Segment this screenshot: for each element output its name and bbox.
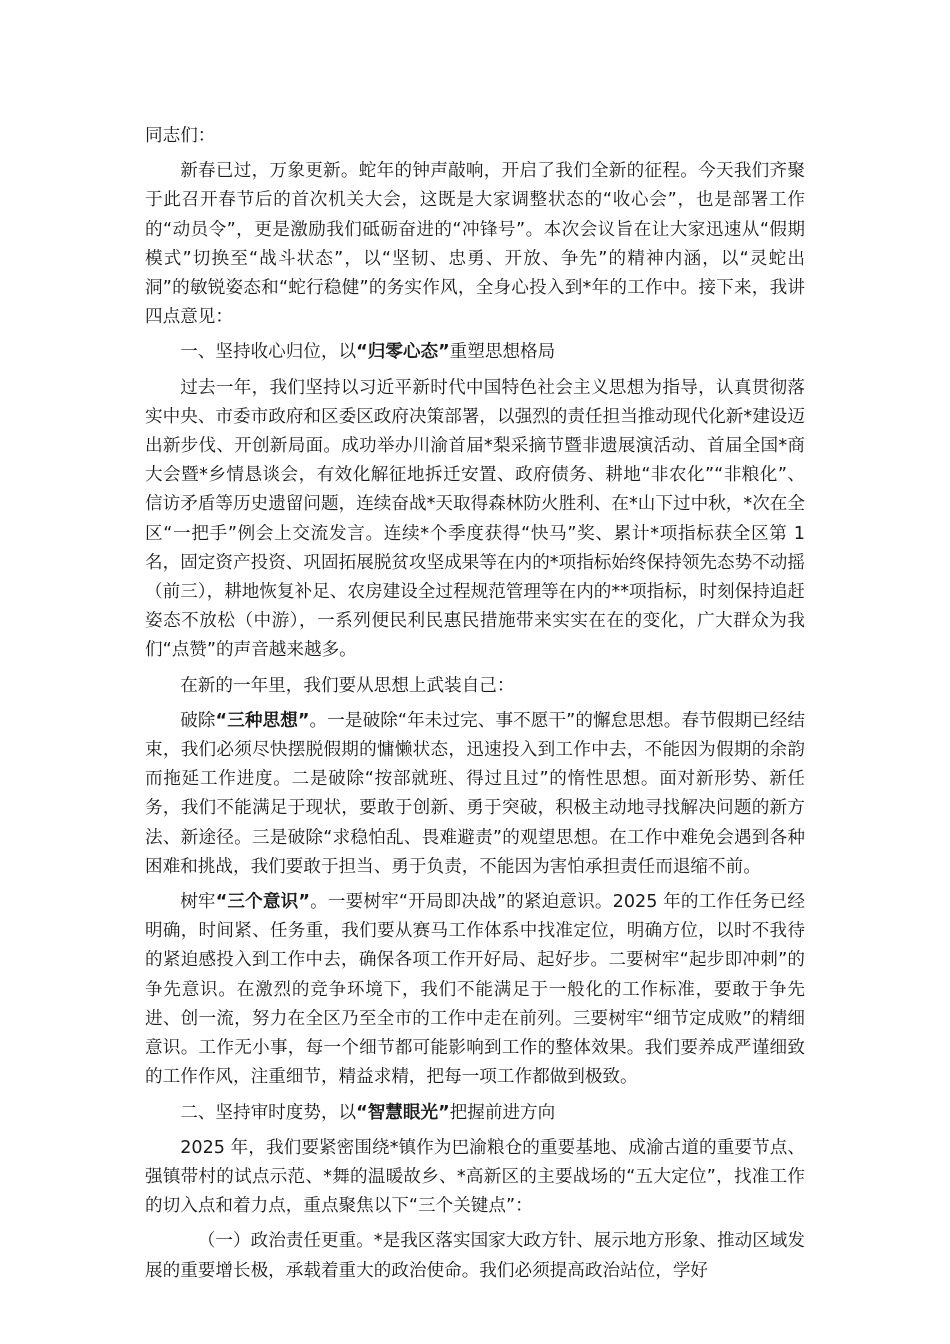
opening-paragraph: 新春已过，万象更新。蛇年的钟声敲响，开启了我们全新的征程。今天我们齐聚于此召开春节后的首次机关大会，这既是大家调整状态的“收心会”，也是部署工作的“动员令”，更是激励我们砥砺奋进的“冲锋号”。本次会议旨在让大家迅速从“假期模式”切换至“战斗状态”，以“坚韧、忠勇、开放、争先”的精神内涵，以“灵蛇出洞”的敏锐姿态和“蛇行稳健”的务实作风，全身心投入到*年的工作中。接下来，我讲四点意见： — [145, 161, 805, 328]
three-thoughts-lead-prefix: 破除 — [180, 710, 216, 731]
three-awareness-text: 一要树牢“开局即决战”的紧迫意识。2025 年的工作任务已经明确，时间紧、任务重，我们要从赛马工作体系中找准定位，明确方位，以时不我待的紧迫感投入到工作中去，确保各项工作开好局、起好步。二要树牢“起步即冲刺”的争先意识。在激烈的竞争环境下，我们不能满足于一般化的工作标准，要敢于争先进、创一流，努力在全区乃至全市的工作中走在前列。三要树牢“细节定成败”的精细意识。工作无小事，每一个细节都可能影响到工作的整体效果。我们要养成严谨细致的工作作风，注重细节，精益求精，把每一项工作都做到极致。 — [145, 892, 805, 1088]
section-heading-1 — [145, 338, 805, 367]
three-awareness-lead-suffix: 。 — [309, 892, 328, 913]
three-awareness-paragraph — [145, 888, 805, 1092]
section-heading-2-suffix: 把握前进方向 — [449, 1102, 556, 1123]
section-heading-2 — [145, 1099, 805, 1128]
three-thoughts-lead-suffix: 。 — [309, 710, 328, 731]
section-heading-1-emphasis: “归零心态” — [356, 342, 450, 363]
section-heading-1-prefix: 一、坚持收心归位，以 — [180, 342, 357, 363]
three-thoughts-text: 一是破除“年未过完、事不愿干”的懈怠思想。春节假期已经结束，我们必须尽快摆脱假期的慵懒状态，迅速投入到工作中去，不能因为假期的余韵而拖延工作进度。二是破除“按部就班、得过且过”的惰性思想。面对新形势、新任务，我们不能满足于现状，要敢于创新、勇于突破，积极主动地寻找解决问题的新方法、新途径。三是破除“求稳怕乱、畏难避责”的观望思想。在工作中难免会遇到各种困难和挑战，我们要敢于担当、勇于负责，不能因为害怕承担责任而退缩不前。 — [145, 710, 805, 877]
three-thoughts-lead-emphasis: “三种思想” — [215, 710, 310, 731]
review-paragraph: 过去一年，我们坚持以习近平新时代中国特色社会主义思想为指导，认真贯彻落实中央、市委市政府和区委区政府决策部署，以强烈的责任担当推动现代化新*建设迈出新步伐、开创新局面。成功举办川渝首届*梨采摘节暨非遗展演活动、首届全国*商大会暨*乡情恳谈会，有效化解征地拆迁安置、政府债务、耕地“非农化”“非粮化”、信访矛盾等历史遗留问题，连续奋战*天取得森林防火胜利、在*山下过中秋，*次在全区“一把手”例会上交流发言。连续*个季度获得“快马”奖、累计*项指标获全区第 1 名，固定资产投资、巩固拓展脱贫攻坚成果等在内的*项指标始终保持领先态势不动摇（前三），耕地恢复补足、农房建设全过程规范管理等在内的**项指标，时刻保持追赶姿态不放松（中游），一系列便民利民惠民措施带来实实在在的变化，广大群众为我们“点赞”的声音越来越多。 — [145, 377, 805, 661]
five-positioning-paragraph: 2025 年，我们要紧密围绕*镇作为巴渝粮仓的重要基地、成渝古道的重要节点、强镇带村的试点示范、*舞的温暖故乡、*高新区的主要战场的“五大定位”，找准工作的切入点和着力点，重点聚焦以下“三个关键点”： — [145, 1137, 805, 1217]
document-body — [145, 122, 805, 1292]
section-heading-2-emphasis: “智慧眼光” — [356, 1102, 450, 1123]
section-heading-2-prefix: 二、坚持审时度势，以 — [180, 1102, 357, 1123]
section-heading-1-suffix: 重塑思想格局 — [449, 342, 556, 363]
new-year-intro-paragraph: 在新的一年里，我们要从思想上武装自己： — [180, 675, 515, 696]
greeting: 同志们： — [145, 126, 216, 146]
three-thoughts-paragraph — [145, 707, 805, 882]
three-awareness-lead-emphasis: “三个意识” — [215, 892, 310, 913]
three-awareness-lead-prefix: 树牢 — [180, 892, 216, 913]
political-responsibility-paragraph: （一）政治责任更重。*是我区落实国家大政方针、展示地方形象、推动区域发展的重要增长极，承载着重大的政治使命。我们必须提高政治站位，学好 — [145, 1231, 805, 1281]
